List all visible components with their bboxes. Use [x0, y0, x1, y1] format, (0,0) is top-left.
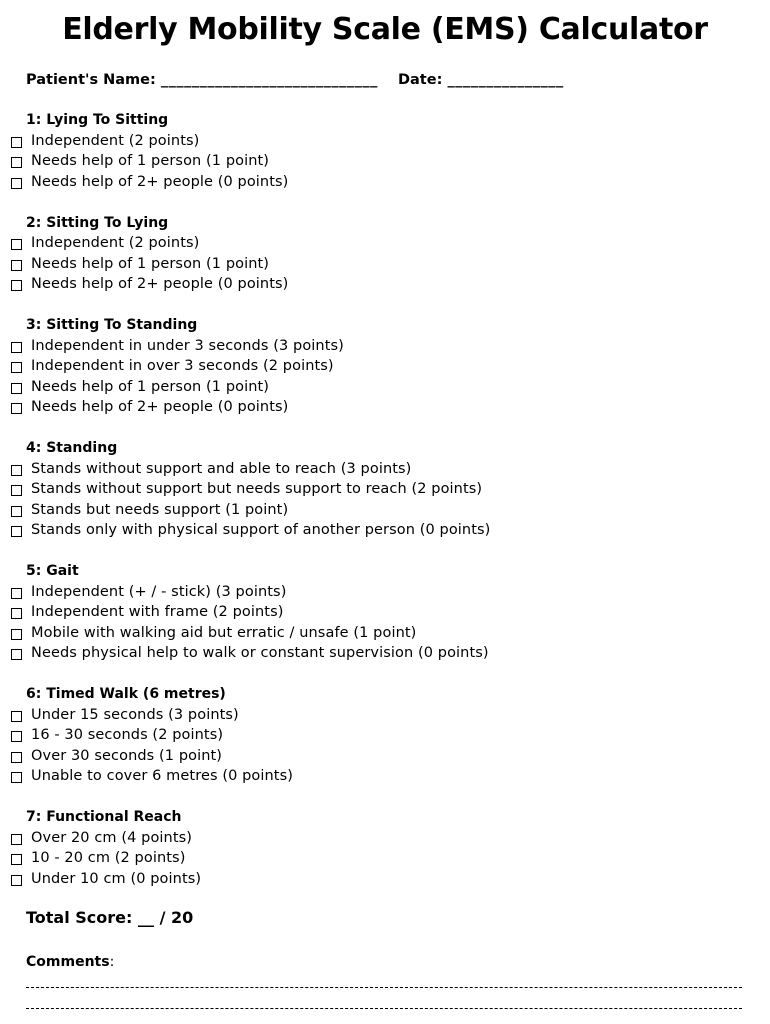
section-heading: 1: Lying To Sitting — [26, 112, 169, 128]
assessment-section — [11, 561, 751, 664]
option-row[interactable] — [11, 520, 751, 541]
assessment-section — [11, 315, 751, 418]
option-row[interactable] — [11, 151, 751, 172]
option-label: Independent in under 3 seconds (3 points) — [31, 337, 344, 354]
option-label: 16 - 30 seconds (2 points) — [31, 727, 224, 743]
checkbox[interactable] — [11, 157, 22, 168]
date-field[interactable]: _______________ — [447, 72, 564, 88]
checkbox[interactable] — [11, 772, 22, 783]
checkbox[interactable] — [11, 465, 22, 476]
option-row[interactable] — [11, 500, 751, 521]
option-label: Over 30 seconds (1 point) — [31, 747, 223, 764]
checkbox[interactable] — [11, 588, 22, 599]
assessment-section — [11, 807, 751, 889]
checkbox[interactable] — [11, 752, 22, 763]
option-label: Stands without support and able to reach (3 points) — [31, 460, 412, 477]
option-label: Independent with frame (2 points) — [31, 604, 284, 620]
comments-colon: : — [109, 954, 115, 970]
section-heading: 3: Sitting To Standing — [26, 317, 198, 333]
checkbox[interactable] — [11, 629, 22, 640]
checkbox[interactable] — [11, 649, 22, 660]
patient-name-field[interactable]: ____________________________ — [160, 72, 378, 88]
checkbox[interactable] — [11, 342, 22, 353]
option-row[interactable] — [11, 746, 751, 767]
option-row[interactable] — [11, 766, 751, 787]
option-row[interactable] — [11, 582, 751, 603]
total-score-field[interactable]: __ — [138, 908, 154, 927]
checkbox[interactable] — [11, 383, 22, 394]
section-heading: 5: Gait — [26, 563, 79, 579]
assessment-section — [11, 438, 751, 541]
checkbox[interactable] — [11, 526, 22, 537]
checkbox[interactable] — [11, 280, 22, 291]
option-row[interactable] — [11, 377, 751, 398]
option-label: Stands without support but needs support to reach (2 points) — [31, 481, 483, 497]
option-label: Mobile with walking aid but erratic / unsafe (1 point) — [31, 624, 417, 641]
option-row[interactable] — [11, 479, 751, 500]
assessment-section — [11, 110, 751, 192]
option-label: Under 15 seconds (3 points) — [31, 706, 239, 723]
option-label: Unable to cover 6 metres (0 points) — [31, 768, 294, 784]
option-label: Independent (2 points) — [31, 235, 200, 251]
assessment-section — [11, 684, 751, 787]
checkbox[interactable] — [11, 178, 22, 189]
option-label: Needs help of 1 person (1 point) — [31, 153, 270, 169]
option-label: Independent (2 points) — [31, 132, 200, 149]
checkbox[interactable] — [11, 854, 22, 865]
option-label: Needs physical help to walk or constant supervision (0 points) — [31, 645, 489, 661]
checkbox[interactable] — [11, 875, 22, 886]
option-row[interactable] — [11, 274, 751, 295]
option-label: Stands only with physical support of another person (0 points) — [31, 522, 491, 538]
section-heading: 2: Sitting To Lying — [26, 214, 169, 231]
checkbox[interactable] — [11, 485, 22, 496]
option-label: Independent in over 3 seconds (2 points) — [31, 358, 334, 374]
option-label: Independent (+ / - stick) (3 points) — [31, 583, 287, 600]
option-row[interactable] — [11, 705, 751, 726]
option-label: Needs help of 2+ people (0 points) — [31, 399, 289, 415]
option-row[interactable] — [11, 131, 751, 152]
checkbox[interactable] — [11, 137, 22, 148]
comments-label: Comments — [26, 954, 110, 970]
option-row[interactable] — [11, 172, 751, 193]
option-row[interactable] — [11, 623, 751, 644]
total-score-max: / 20 — [159, 908, 194, 927]
page-title: Elderly Mobility Scale (EMS) Calculator — [62, 12, 708, 47]
option-row[interactable] — [11, 869, 751, 890]
patient-info-line — [26, 69, 564, 91]
checkbox[interactable] — [11, 731, 22, 742]
checkbox[interactable] — [11, 834, 22, 845]
option-row[interactable] — [11, 725, 751, 746]
option-row[interactable] — [11, 233, 751, 254]
option-label: Needs help of 2+ people (0 points) — [31, 173, 289, 190]
checkbox[interactable] — [11, 403, 22, 414]
option-row[interactable] — [11, 254, 751, 275]
comments-heading — [26, 951, 114, 973]
option-label: Needs help of 2+ people (0 points) — [31, 276, 289, 292]
checkbox[interactable] — [11, 362, 22, 373]
checkbox[interactable] — [11, 711, 22, 722]
checkbox[interactable] — [11, 608, 22, 619]
assessment-sections — [11, 110, 751, 910]
total-score-label: Total Score: — [26, 908, 133, 927]
section-heading: 4: Standing — [26, 440, 118, 456]
checkbox[interactable] — [11, 260, 22, 271]
option-row[interactable] — [11, 848, 751, 869]
option-label: Needs help of 1 person (1 point) — [31, 378, 270, 395]
section-heading: 7: Functional Reach — [26, 809, 182, 825]
comment-line[interactable] — [26, 1008, 742, 1009]
date-label: Date: — [397, 72, 443, 88]
option-row[interactable] — [11, 336, 751, 357]
option-row[interactable] — [11, 356, 751, 377]
option-label: 10 - 20 cm (2 points) — [31, 850, 186, 866]
total-score — [26, 906, 193, 930]
checkbox[interactable] — [11, 506, 22, 517]
option-row[interactable] — [11, 397, 751, 418]
assessment-section — [11, 213, 751, 295]
patient-name-label: Patient's Name: — [26, 72, 156, 88]
option-row[interactable] — [11, 602, 751, 623]
comment-line[interactable] — [26, 987, 742, 988]
option-label: Under 10 cm (0 points) — [31, 870, 202, 887]
option-row[interactable] — [11, 459, 751, 480]
option-label: Stands but needs support (1 point) — [31, 501, 289, 518]
section-heading: 6: Timed Walk (6 metres) — [26, 686, 226, 702]
option-row[interactable] — [11, 828, 751, 849]
option-label: Needs help of 1 person (1 point) — [31, 255, 270, 272]
checkbox[interactable] — [11, 239, 22, 250]
option-label: Over 20 cm (4 points) — [31, 829, 193, 846]
option-row[interactable] — [11, 643, 751, 664]
